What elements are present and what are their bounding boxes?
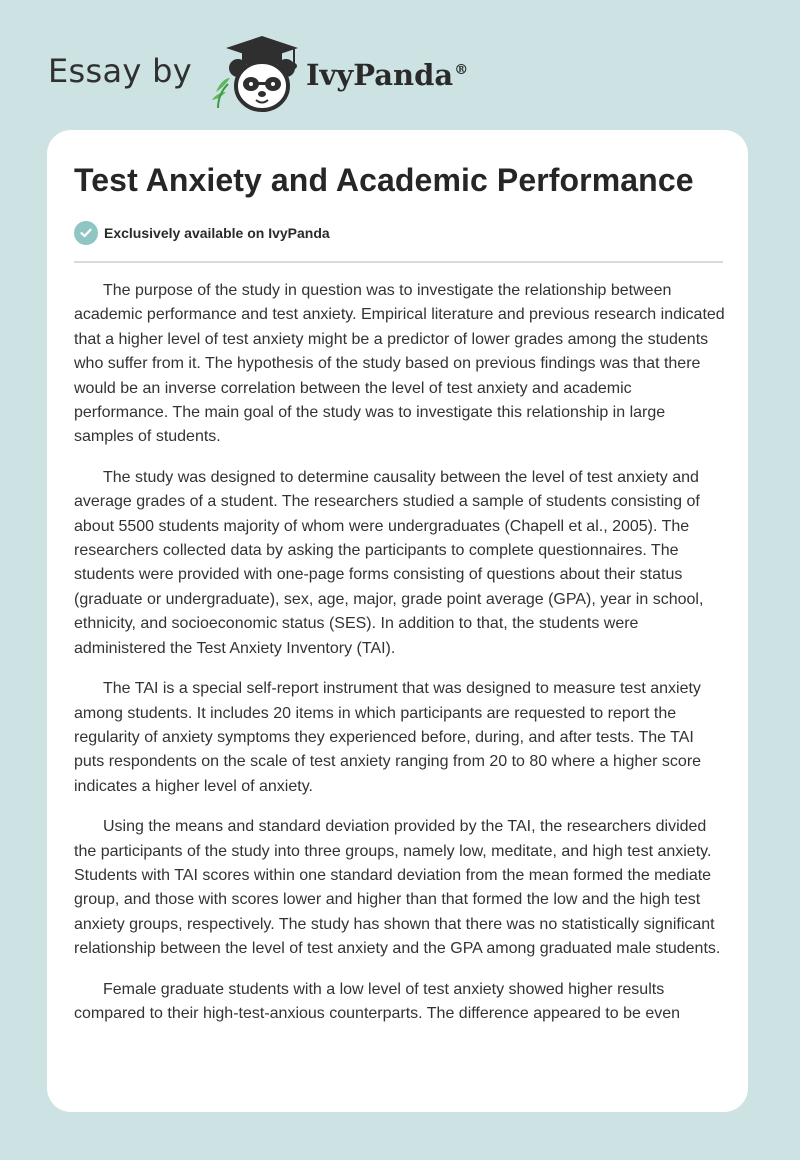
paragraph: Using the means and standard deviation provided by the TAI, the researchers divided the participants of the study into three groups, namely low, meditate, and high test anxiety. Students with TAI scores within one standard deviation from the mean formed the mediate group, and those with scores lower and higher than that formed the low and the high test anxiety groups, respectively. The study has shown that there was no statistically significant relationship between the level of test anxiety and the GPA among graduated male students. [74, 818, 721, 958]
divider [74, 261, 723, 263]
paragraph: The purpose of the study in question was to investigate the relationship between academic performance and test anxiety. Empirical literature and previous research indicated that a higher level of test anxiety might be a predictor of lower grades among the students who suffer from it. The hypothesis of the study based on previous findings was that there would be an inverse correlation between the level of test anxiety and academic performance. The main goal of the study was to investigate this relationship in large samples of students. [74, 282, 725, 446]
registered-mark: ® [454, 62, 469, 79]
paragraph: Female graduate students with a low level of test anxiety showed higher results compared to their high-test-anxious counterparts. The difference appeared to be even [74, 980, 681, 1022]
essay-body [74, 279, 726, 1042]
site-header [48, 34, 468, 114]
exclusive-label: Exclusively available on IvyPanda [104, 225, 330, 241]
paragraph: The study was designed to determine causality between the level of test anxiety and average grades of a student. The researchers studied a sample of students consisting of about 5500 students majority of whom were undergraduates (Chapell et al., 2005). The researchers collected data by asking the participants to complete questionnaires. The students were provided with one-page forms consisting of questions about their status (graduate or undergraduate), sex, age, major, grade point average (GPA), year in school, ethnicity, and socioeconomic status (SES). In addition to that, the students were administered the Test Anxiety Inventory (TAI). [74, 468, 704, 657]
essay-by-label: Essay by [48, 52, 192, 90]
check-circle-icon [74, 221, 98, 245]
brand-name: IvyPanda® [305, 58, 469, 92]
page-title: Test Anxiety and Academic Performance [74, 162, 694, 198]
panda-graduate-icon [206, 34, 302, 114]
paragraph: The TAI is a special self-report instrument that was designed to measure test anxiety among students. It includes 20 items in which participants are requested to report the regularity of anxiety symptoms they experienced before, during, and after tests. The TAI puts respondents on the scale of test anxiety ranging from 20 to 80 where a higher score indicates a higher level of anxiety. [74, 680, 702, 795]
exclusive-badge [74, 221, 330, 245]
